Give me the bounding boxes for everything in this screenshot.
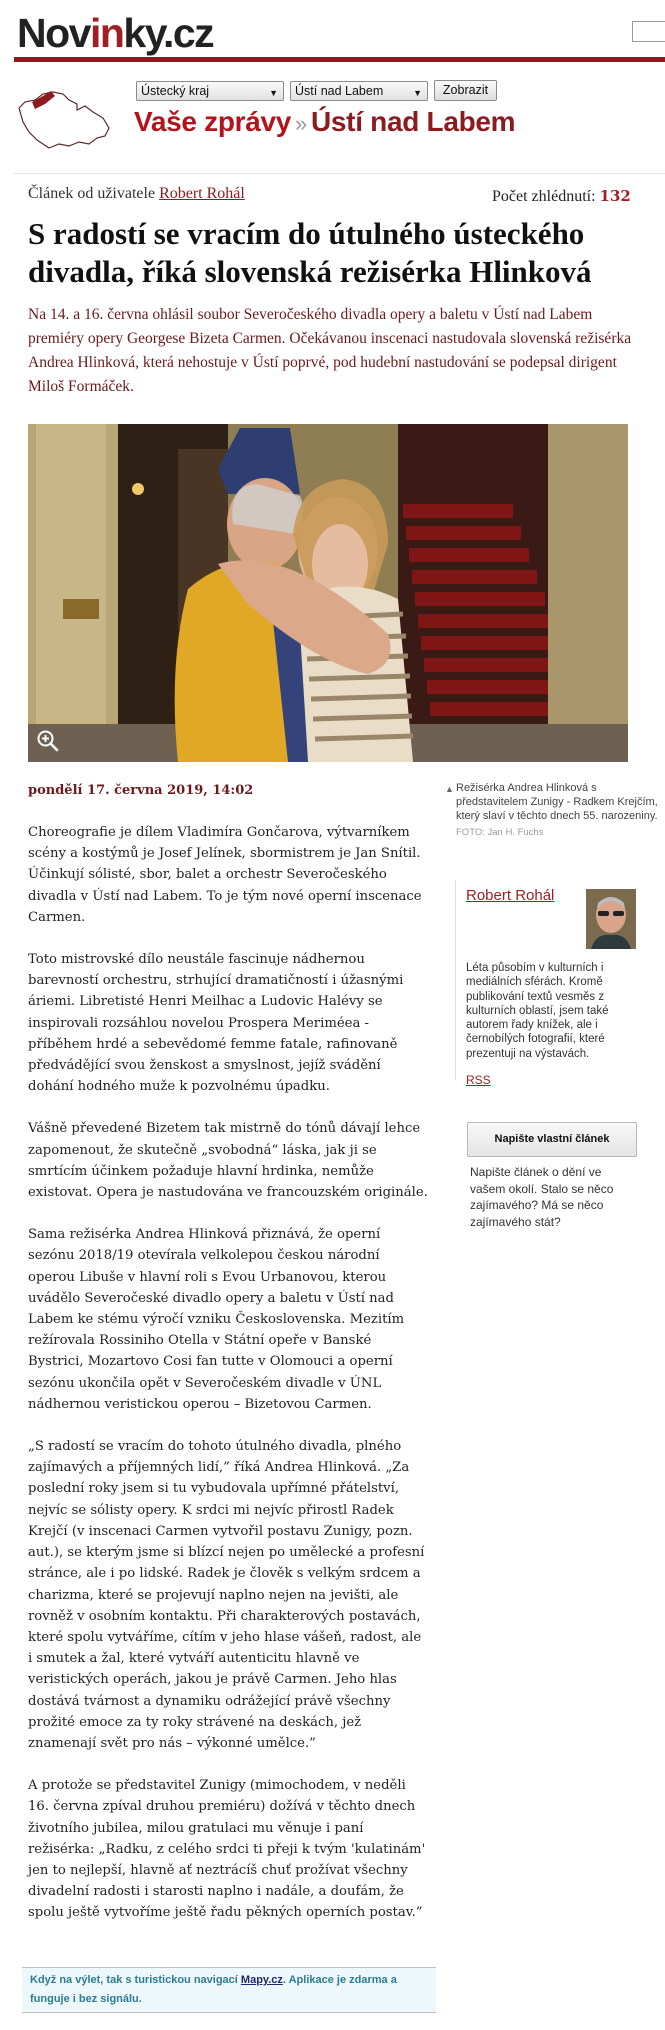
site-logo[interactable] [17, 8, 213, 58]
breadcrumb-separator: » [295, 111, 307, 136]
avatar-image [586, 889, 636, 949]
mapy-link[interactable]: Mapy.cz [240, 1974, 283, 1986]
author-link[interactable]: Robert Rohál [159, 185, 245, 202]
logo-accent: in [89, 10, 124, 56]
paragraph: Toto mistrovské dílo neustále fascinuje nádhernou barevností orchestru, strhující dramatičností i úžasnými áriemi. Libretisté Henri Meilhac a Ludovic Halévy se inspirovali rozsáhlou novelou Prospera Meriméea - příběhem hrdé a sebevědomé femme fatale, rafinovaně předvádějící svou ženskost a smyslnost, jejíž svádění dohání hodného muže k pozvolnému úpadku. [28, 952, 404, 1095]
search-input[interactable] [632, 21, 665, 42]
dropdown-arrow-icon: ▼ [269, 88, 278, 98]
photo-caption [445, 781, 661, 840]
paragraph: Vášně převedené Bizetem tak mistrně do tónů dávají lehce zapomenout, že skutečně „svobodná“ láska, jak ji se smrtícím účinkem požaduje hlavní hrdinka, nemůže existovat. Opera je nastudována ve francouzském originále. [28, 1121, 428, 1201]
view-count [492, 187, 631, 206]
views-label: Počet zhlédnutí: [492, 188, 596, 205]
photo-illustration [28, 424, 628, 762]
show-button[interactable]: Zobrazit [434, 80, 497, 101]
byline-prefix: Článek od uživatele [28, 185, 156, 202]
article-title: S radostí se vracím do útulného ústeckého divadla, říká slovenská režisérka Hlinková [28, 216, 592, 289]
write-article-button[interactable]: Napište vlastní článek [467, 1122, 637, 1157]
mapy-promo [22, 1967, 436, 2013]
header-divider [14, 57, 665, 62]
paragraph: A protože se představitel Zunigy (mimochodem, v neděli 16. června zpíval druhou premiéru) dožívá v těchto dnech životního jubilea, milou gratulaci mu věnuje i paní režisérka: „Radku, z celého srdci ti přeji k tvým 'kulatinám' jen to nejlepší, hlavně ať neztrácíš chuť prožívat všechny divadelní radosti i starosti naplno i nadále, a doufám, že spolu ještě vytvoříme ještě řadu pěkných operních postav.” [28, 1778, 426, 1921]
article-photo[interactable] [28, 424, 628, 762]
promo-text: . Aplikace je zdarma a funguje i bez signálu. [30, 1974, 397, 2005]
divider [14, 173, 665, 174]
section-city: Ústí nad Labem [310, 106, 516, 137]
article-perex: Na 14. a 16. června ohlásil soubor Severočeského divadla opery a baletu v Ústí nad Labem premiéry opery Georgese Bizeta Carmen. Očekávanou inscenaci nastudovala slovenská režisérka Andrea Hlinková, která nehostuje v Ústí poprvé, pod hudební nastudování se podepsal dirigent Miloš Formáček. [28, 306, 632, 395]
article-date: pondělí 17. června 2019, 14:02 [28, 783, 254, 798]
zoom-in-icon[interactable] [36, 729, 60, 753]
article-body [28, 822, 428, 1945]
city-select[interactable] [290, 81, 428, 101]
paragraph: Sama režisérka Andrea Hlinková přiznává, že operní sezónu 2018/19 otevírala velkolepou českou národní operou Libuše v hlavní roli s Evou Urbanovou, kterou uvádělo Severočeské divadlo opery a baletu v Ústí nad Labem ke stému výročí vzniku Československa. Mezitím režírovala Rossiniho Otella v Státní opeře v Banské Bystrici, Mozartovo Cosi fan tutte v Olomouci a operní sezónu ukončila opět v Severočeském divadle v ÚNL nádhernou veristickou operou – Bizetovou Carmen. [28, 1227, 405, 1412]
rss-link[interactable]: RSS [466, 1073, 491, 1087]
author-bio: Léta působím v kulturních i mediálních sférách. Kromě publikování textů vesměs z kulturních oblastí, jsem také autorem řady knížek, ale i černobílých fotografií, které prezentuji na výstavách. [466, 962, 609, 1060]
dropdown-arrow-icon: ▼ [413, 88, 422, 98]
write-article-description: Napište článek o dění ve vašem okolí. Stalo se něco zajímavého? Má se něco zajímavého stát? [470, 1165, 614, 1229]
city-select-value: Ústí nad Labem [295, 84, 384, 98]
section-link[interactable]: Vaše zprávy [134, 106, 292, 137]
logo-part: Nov [17, 10, 90, 56]
logo-part: ky.cz [123, 10, 214, 56]
region-select-value: Ústecký kraj [141, 84, 210, 98]
photo-credit: FOTO: Jan H. Fuchs [456, 827, 544, 838]
triangle-up-icon: ▲ [445, 784, 454, 794]
byline [28, 185, 245, 203]
czech-map-icon[interactable] [15, 80, 115, 150]
views-number: 132 [599, 187, 631, 205]
section-title [134, 104, 515, 142]
caption-text: Režisérka Andrea Hlinková s představitelem Zunigy - Radkem Krejčím, který slaví v těchto dnech 55. narozeniny. [456, 782, 658, 822]
author-avatar[interactable] [586, 889, 636, 949]
promo-text: Když na výlet, tak s turistickou navigací [30, 1974, 241, 1986]
paragraph: „S radostí se vracím do tohoto útulného divadla, plného zajímavých a příjemných lidí,” říká Andrea Hlinková. „Za poslední roky jsem si tu vybudovala upřímné přátelství, nejvíc se sólisty opery. K srdci mi nejvíc přirostl Radek Krejčí (v inscenaci Carmen vytvořil postavu Zunigy, pozn. aut.), se kterým jsme si blízcí nejen po umělecké a profesní stránce, ale i po lidské. Radek je člověk s velkým srdcem a charizma, které se projevují naplno nejen na jevišti, ale rovněž v osobním kontaktu. Při charakterových postavách, které spolu vytváříme, cítím v jeho hlase vášeň, radost, ale i smutek a žal, které vytváří autenticitu hlavně ve veristických operách, jakou je právě Carmen. Jeho hlas dostává tvárnost a dynamiku odrážející právě všechny prožité emoce za ty roky strávené na deskách, jež znamenají svět pro nás – výkonné umělce.” [28, 1439, 425, 1751]
paragraph: Choreografie je dílem Vladimíra Gončarova, výtvarníkem scény a kostýmů je Josef Jelínek, sbormistrem je Jan Snítil. Účinkují sólisté, sbor, balet a orchestr Severočeského divadla v Ústí nad Labem. To je tým nové operní inscenace Carmen. [28, 825, 422, 925]
author-profile-link[interactable]: Robert Rohál [466, 887, 555, 904]
region-select[interactable] [136, 81, 284, 101]
